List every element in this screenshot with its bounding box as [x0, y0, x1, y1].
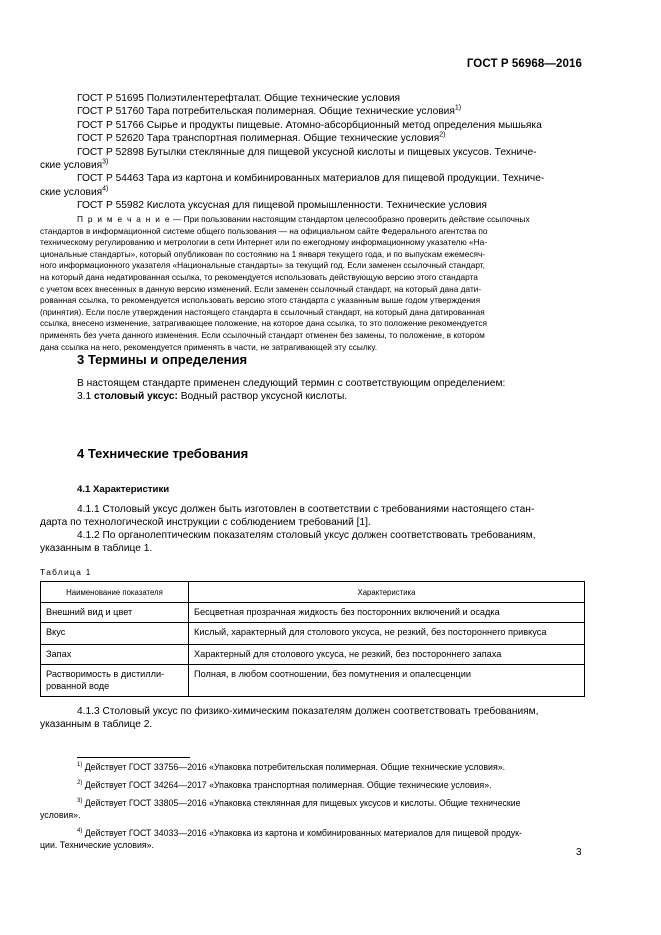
footnote-3-cont: условия». [40, 810, 81, 820]
reference-item: ГОСТ Р 52620 Тара транспортная полимерная. Общие технические условия$^{2)}$ [77, 131, 446, 145]
footnote-4-cont: ции. Технические условия». [40, 840, 154, 850]
document-header: ГОСТ Р 56968—2016 [466, 58, 582, 70]
section-3-intro: В настоящем стандарте применен следующий термин с соответствующим определением: [77, 378, 506, 389]
para-4-1-2-line1: 4.1.2 По органолептическим показателям столовый уксус должен соответствовать требованиям, [77, 530, 536, 541]
table-cell: Запах [41, 645, 189, 665]
reference-item: ГОСТ Р 51760 Тара потребительская полимерная. Общие технические условия$^{1)}$ [77, 105, 462, 118]
page-number: 3 [576, 847, 582, 858]
table-cell: Кислый, характерный для столового уксуса, не резкий, без постороннего привкуса [189, 623, 585, 645]
table-1-caption: Таблица 1 [40, 567, 92, 577]
table-row [41, 603, 585, 623]
note-line: дана ссылка на него, рекомендуется применять в части, не затрагивающей эту ссылку. [40, 341, 378, 352]
table-row [41, 665, 585, 697]
footnote-separator [77, 757, 190, 758]
table-row [41, 645, 585, 665]
note-line: циональные стандарты», который опубликован по состоянию на 1 января текущего года, и по выпускам ежемесяч- [40, 248, 486, 259]
footnote-3: $^{3)}$ Действует ГОСТ 33805—2016 «Упаковка стеклянная для пищевых уксусов и кислоты. Общие технические [77, 798, 521, 808]
table-cell: Вкус [41, 623, 189, 645]
note-line: (принятия). Если после утверждения настоящего стандарта в ссылочный стандарт, на который дана датированная [40, 306, 485, 317]
para-4-1-3-line2: указанным в таблице 2. [40, 719, 153, 730]
reference-item: ГОСТ Р 51695 Полиэтилентерефталат. Общие технические условия [77, 93, 401, 104]
para-4-1-1-line1: 4.1.1 Столовый уксус должен быть изготовлен в соответствии с требованиями настоящего стан- [77, 504, 535, 515]
table-row [41, 623, 585, 645]
note-line: ссылка, внесено изменение, затрагивающее положение, на которое дана ссылка, то это положение рекомендуется [40, 318, 487, 329]
note-line: рованная ссылка, то рекомендуется использовать версию этого стандарта с указанным выше годом утверждения [40, 295, 481, 306]
note-label: П р и м е ч а н и е [77, 214, 171, 224]
term: столовый уксус: [94, 391, 178, 402]
table-cell: Характерный для столового уксуса, не резкий, без постороннего запаха [189, 645, 585, 665]
table-cell: Растворимость в дистилли- рованной воде [41, 665, 189, 697]
section-3-title: 3 Термины и определения [77, 352, 248, 367]
table-cell: Внешний вид и цвет [41, 603, 189, 623]
reference-item: ГОСТ Р 54463 Тара из картона и комбинированных материалов для пищевой продукции. Техниче- [77, 173, 545, 185]
note-line: техническому регулированию и метрологии в сети Интернет или по ежегодному информационному указателю «На- [40, 237, 488, 248]
note-line: на который дана недатированная ссылка, то рекомендуется использовать действующую версию этого стандарта [40, 271, 478, 282]
para-4-1-1-line2: дарта по технологической инструкции с соблюдением требований [1]. [40, 517, 371, 528]
table-header-row [41, 582, 585, 603]
note-block [40, 214, 585, 353]
footnote-1: $^{1)}$ Действует ГОСТ 33756—2016 «Упаковка потребительская полимерная. Общие технические условия». [77, 762, 506, 772]
subsection-4-1-title: 4.1 Характеристики [77, 484, 170, 495]
note-line: П р и м е ч а н и е — При пользовании настоящим стандартом целесообразно проверить действие ссылочных [77, 214, 530, 224]
footnote-2: $^{2)}$ Действует ГОСТ 34264—2017 «Упаковка транспортная полимерная. Общие технические условия». [77, 780, 492, 790]
normative-references-list [40, 92, 583, 213]
note-line: применять без учета данного изменения. Если ссылочный стандарт отменен без замены, то положение, в котором [40, 329, 485, 340]
term-definition: 3.1 столовый уксус: Водный раствор уксусной кислоты. [77, 391, 348, 402]
note-line: стандартов в информационной системе общего пользования — на официальном сайте Федерального агентства по [40, 225, 488, 236]
section-4-title: 4 Технические требования [77, 446, 249, 461]
table-cell: Полная, в любом соотношении, без помутнения и опалесценции [189, 665, 585, 697]
footnote-4: $^{4)}$ Действует ГОСТ 34033—2016 «Упаковка из картона и комбинированных материалов для пищевой продук- [77, 828, 522, 838]
reference-item: ГОСТ Р 55982 Кислота уксусная для пищевой промышленности. Технические условия [77, 200, 487, 212]
table-header-cell: Характеристика [189, 582, 585, 603]
table-1 [40, 581, 585, 697]
reference-item: ГОСТ Р 52898 Бутылки стеклянные для пищевой уксусной кислоты и пищевых уксусов. Техниче- [77, 146, 537, 158]
reference-item: ГОСТ Р 51766 Сырье и продукты пищевые. Атомно-абсорбционный метод определения мышьяка [77, 119, 542, 131]
note-line: с учетом всех внесенных в данную версию изменений. Если заменен ссылочный стандарт, на который дана дати- [40, 283, 482, 294]
table-cell: Бесцветная прозрачная жидкость без посторонних включений и осадка [189, 603, 585, 623]
note-line: ного информационного указателя «Национальные стандарты» за текущий год. Если заменен ссылочный стандарт, [40, 260, 485, 271]
para-4-1-2-line2: указанным в таблице 1. [40, 543, 153, 554]
reference-item-continuation: ские условия$^{4)}$ [40, 185, 109, 198]
para-4-1-3-line1: 4.1.3 Столовый уксус по физико-химическим показателям должен соответствовать требованиям, [77, 706, 539, 717]
reference-item-continuation: ские условия$^{3)}$ [40, 158, 109, 172]
table-header-cell: Наименование показателя [41, 582, 189, 603]
